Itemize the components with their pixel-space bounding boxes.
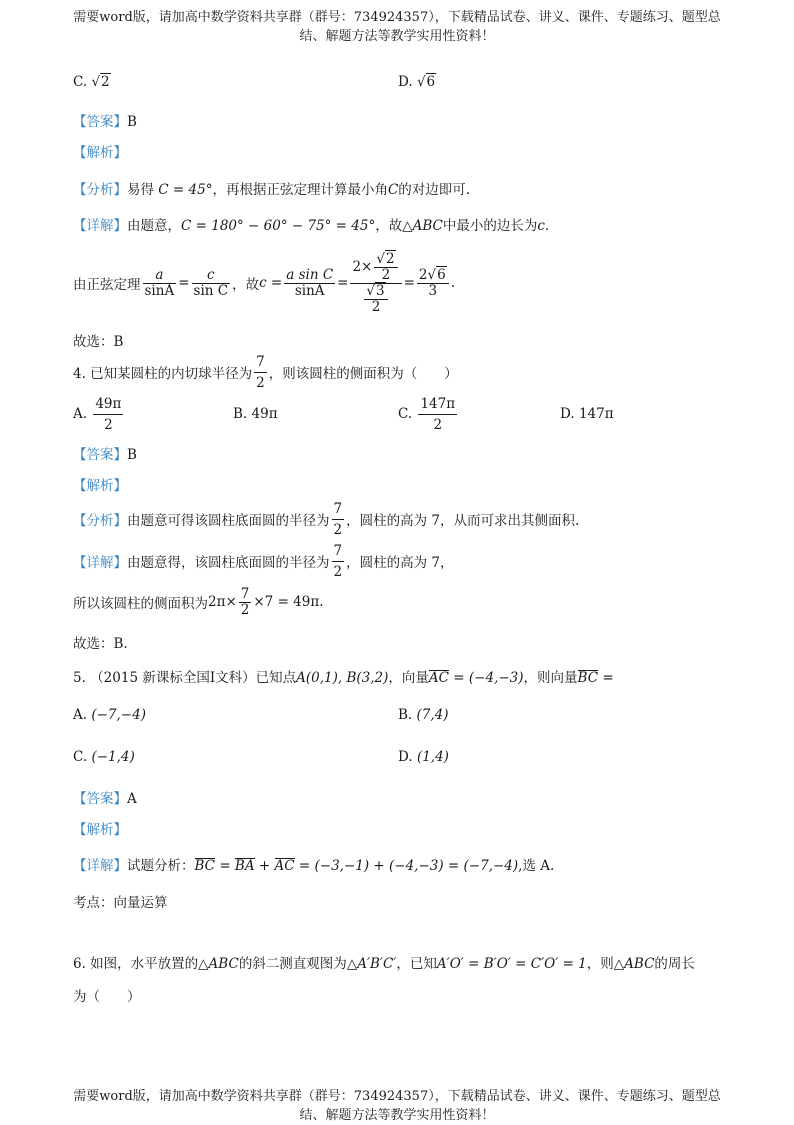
text: 由正弦定理 (73, 277, 141, 293)
text: ，圆柱的高为 7，从而可求出其侧面积. (346, 513, 580, 529)
answer-tag: 【答案】 (73, 791, 127, 807)
radicand: 3 (376, 282, 385, 299)
text: ，圆柱的高为 7， (346, 555, 454, 571)
q3-option-c-value: √2 (91, 74, 110, 90)
detail-tag: 【详解】 (73, 218, 127, 234)
option-label: D. (398, 749, 413, 765)
q6-stem-line2: 为（ ） (73, 989, 141, 1005)
coefficient: 2 (418, 266, 428, 283)
math-expression: = (−4,−3) (449, 670, 524, 686)
text: ，向量 (388, 670, 429, 686)
detail-tag: 【详解】 (73, 555, 127, 571)
numerator: 7 (332, 541, 345, 562)
option-label: B. (398, 707, 413, 723)
text: 2× (352, 258, 373, 275)
denominator: 2 (240, 601, 250, 618)
math-expression: = (598, 670, 614, 686)
math-expression: c = (259, 275, 283, 291)
q5-jiexi (73, 818, 127, 838)
text: 试题分析： (127, 858, 195, 874)
text: 所以该圆柱的侧面积为 (73, 596, 208, 612)
q3-option-d-radicand: 6 (426, 74, 436, 90)
option-label: A. (73, 707, 88, 723)
option-value: (1,4) (416, 749, 449, 765)
math-expression: C = 45° (158, 182, 213, 198)
q5-option-c (73, 749, 135, 765)
vector-ac: AC (428, 670, 450, 686)
option-label: D. (560, 406, 575, 422)
equals-sign: = (337, 275, 349, 291)
text: ，故 (232, 277, 260, 293)
denominator: 2 (333, 521, 343, 538)
numerator: c (192, 268, 231, 284)
text: 由题意可得该圆柱底面圆的半径为 (127, 513, 330, 529)
denominator: sin C (193, 282, 229, 299)
header-banner-line1: 需要word版，请加高中数学资料共享群（群号：734924357），下载精品试卷、讲义、课件、专题练习、题型总 (73, 10, 721, 25)
triangle-symbol: △ABC (613, 956, 655, 972)
denominator: 2 (433, 416, 443, 433)
triangle-symbol: △ABC (402, 218, 443, 234)
text: . (319, 594, 324, 610)
numerator: 49π (93, 394, 123, 415)
footer-banner-line2: 结、解题方法等教学实用性资料！ (299, 1108, 495, 1123)
math-var: c (537, 218, 545, 234)
numerator: 7 (254, 352, 267, 373)
text: 5. （2015 新课标全国Ⅰ文科）已知点 (73, 670, 297, 686)
header-banner (60, 8, 734, 46)
denominator: 2 (381, 266, 391, 283)
fraction-7-over-2 (332, 499, 345, 540)
denominator: 3 (428, 282, 438, 299)
text: ，已知 (396, 956, 437, 972)
q4-option-c (398, 394, 459, 434)
text: 由题意， (127, 218, 181, 234)
denominator: 2 (371, 298, 381, 315)
numerator: 7 (332, 499, 345, 520)
jiexi-tag: 【解析】 (73, 145, 127, 161)
q3-option-d-label: D. (398, 74, 413, 90)
q3-detail (73, 214, 549, 234)
q3-option-c-label: C. (73, 74, 88, 90)
analysis-tag: 【分析】 (73, 513, 127, 529)
text: ，则 (586, 956, 614, 972)
detail-tag: 【详解】 (73, 858, 127, 874)
option-label: A. (73, 406, 88, 422)
fraction-sqrt3-over-2: $\frac{√3}{2}$ (364, 284, 387, 315)
compound-denominator (350, 284, 401, 315)
header-banner-line2: 结、解题方法等教学实用性资料！ (299, 29, 495, 44)
q5-kaodian: 考点：向量运算 (73, 895, 168, 911)
plus-sign: + (258, 858, 271, 874)
q3-option-d (398, 74, 436, 90)
numerator: a (143, 268, 177, 284)
equals-sign: = (219, 858, 231, 874)
text: ，则该圆柱的侧面积为（ ） (268, 366, 458, 382)
text: 由题意得，该圆柱底面圆的半径为 (127, 555, 330, 571)
denominator: 2 (104, 416, 113, 433)
fraction-c-over-sinC (192, 268, 231, 299)
triangle-symbol: △ABC (198, 956, 239, 972)
fraction-asinC-over-sinA (284, 268, 335, 299)
radicand: 6 (437, 266, 446, 283)
equals-sign: = (403, 275, 415, 291)
compound-fraction (350, 252, 401, 315)
text: 4. 已知某圆柱的内切球半径为 (73, 366, 253, 382)
answer-value: A (127, 791, 137, 807)
text: 的斜二测直观图为 (238, 956, 347, 972)
text: . (450, 275, 455, 291)
text: . (544, 218, 550, 234)
text: 易得 (127, 182, 154, 198)
math-expression: A′O′ = B′O′ = C′O′ = 1 (436, 956, 587, 972)
option-value: (−1,4) (91, 749, 135, 765)
q4-done: 故选：B. (73, 636, 128, 652)
fraction-2sqrt6-over-3: $\frac{2√6}{3}$ (417, 268, 449, 299)
answer-tag: 【答案】 (73, 114, 127, 130)
q3-analysis (73, 178, 470, 198)
answer-tag: 【答案】 (73, 447, 127, 463)
text: ，则向量 (523, 670, 578, 686)
math-expression: 2π× (208, 594, 237, 610)
q4-option-b (233, 394, 278, 434)
q3-option-d-value: √6 (416, 74, 436, 90)
numerator: 7 (240, 585, 250, 602)
denominator: 2 (256, 374, 265, 391)
answer-value: B (127, 447, 137, 463)
q5-option-b (398, 707, 449, 723)
analysis-tag: 【分析】 (73, 182, 127, 198)
answer-value: B (127, 114, 137, 130)
q5-detail (73, 854, 554, 874)
fraction-7-over-2 (332, 541, 345, 582)
math-expression: C = 180° − 60° − 75° = 45° (181, 218, 376, 234)
denominator: 2 (333, 563, 343, 580)
fraction-sqrt2-over-2: $\frac{√2}{2}$ (374, 252, 397, 283)
q4-jiexi (73, 474, 127, 494)
text: ，故 (375, 218, 403, 234)
text: ，再根据正弦定理计算最小角 (212, 182, 388, 198)
numerator: 147π (418, 394, 457, 415)
q4-analysis (73, 498, 579, 540)
q6-stem (73, 952, 695, 972)
equals-sign: = (178, 275, 190, 291)
vector-bc: BC (194, 858, 216, 874)
q4-option-d (560, 394, 614, 434)
compound-numerator (350, 252, 401, 284)
option-label: C. (73, 749, 88, 765)
option-label: B. (233, 406, 248, 422)
fraction-7-over-2 (254, 352, 267, 393)
option-label: C. (398, 406, 413, 422)
radicand: 2 (385, 250, 395, 267)
q3-done: 故选：B (73, 334, 124, 350)
q5-stem (73, 666, 614, 686)
q4-option-a (73, 394, 125, 434)
q3-option-c (73, 74, 111, 90)
q5-option-d (398, 749, 449, 765)
option-value: 49π (251, 406, 278, 422)
option-value: (−7,−4) (91, 707, 146, 723)
math-expression: ×7 = 49π (253, 594, 320, 610)
denominator: sinA (294, 282, 325, 299)
option-value: (7,4) (416, 707, 449, 723)
math-var: C (387, 182, 399, 198)
q5-answer (73, 787, 137, 807)
triangle-symbol: △A′B′C′ (346, 956, 397, 972)
numerator: a sin C (286, 266, 334, 283)
q4-detail (73, 540, 453, 582)
q3-sine-law (73, 248, 455, 318)
fraction-7-over-2 (239, 587, 252, 618)
text: 中最小的边长为 (442, 218, 538, 234)
q4-stem (73, 352, 458, 392)
text: 的对边即可. (398, 182, 471, 198)
q4-answer (73, 443, 137, 463)
option-value (93, 394, 123, 435)
footer-banner-line1: 需要word版，请加高中数学资料共享群（群号：734924357），下载精品试卷、讲义、课件、专题练习、题型总 (73, 1089, 721, 1104)
denominator: sinA (144, 282, 175, 299)
jiexi-tag: 【解析】 (73, 822, 127, 838)
text: ,选 A. (518, 858, 555, 874)
option-value (418, 394, 457, 435)
vector-ba: BA (234, 858, 255, 874)
text: 6. 如图，水平放置的 (73, 956, 199, 972)
q3-option-c-radicand: 2 (101, 74, 110, 90)
fraction-a-over-sinA (143, 268, 177, 299)
math-expression: = (−3,−1) + (−4,−3) = (−7,−4) (294, 858, 519, 874)
vector-bc: BC (577, 670, 599, 686)
q3-answer (73, 110, 137, 130)
q4-area (73, 582, 324, 622)
vector-ac: AC (274, 858, 295, 874)
option-value: 147π (578, 406, 614, 422)
footer-banner (60, 1087, 734, 1125)
math-expression: A(0,1), B(3,2) (296, 670, 389, 686)
jiexi-tag: 【解析】 (73, 478, 127, 494)
q3-jiexi (73, 141, 127, 161)
q5-option-a (73, 707, 146, 723)
text: 的周长 (654, 956, 695, 972)
